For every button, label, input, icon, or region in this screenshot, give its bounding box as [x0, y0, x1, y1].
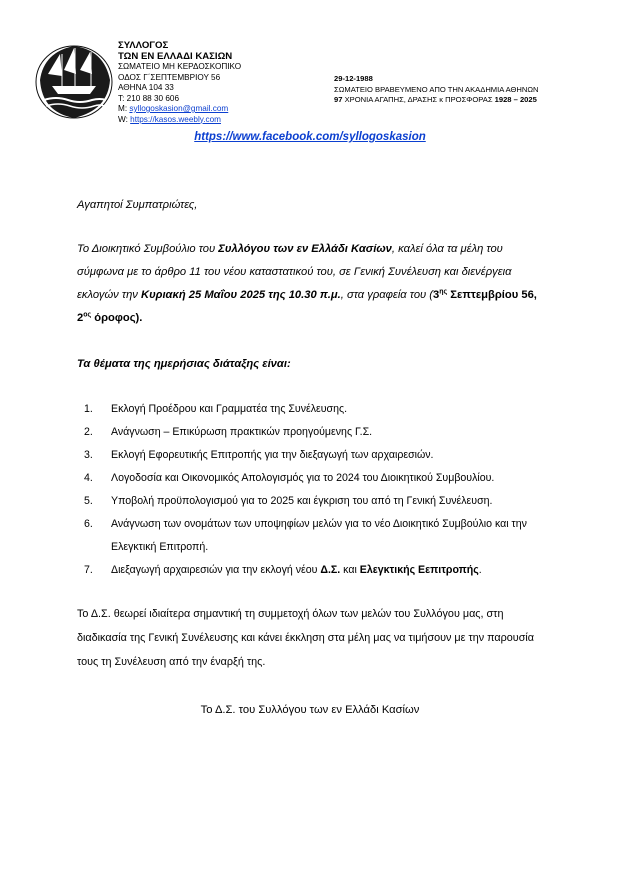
org-type: ΣΩΜΑΤΕΙΟ ΜΗ ΚΕΡΔΟΣΚΟΠΙΚΟ [118, 62, 242, 71]
agenda-text: Υποβολή προϋπολογισμού για το 2025 και έγκριση του από τη Γενική Συνέλευση. [111, 495, 493, 507]
mail-prefix: M: [118, 104, 130, 113]
agenda-num: 1. [84, 403, 93, 415]
p1-org-name: Συλλόγου των εν Ελλάδι Κασίων [218, 243, 392, 255]
web-link[interactable]: https://kasos.weebly.com [130, 114, 221, 124]
org-web-row [118, 115, 241, 126]
greeting: Αγαπητοί Συμπατριώτες, [77, 199, 198, 211]
agenda-item [77, 467, 557, 490]
ship-logo-icon [34, 40, 114, 120]
org-name-line2: ΤΩΝ ΕΝ ΕΛΛΑΔΙ ΚΑΣΙΩΝ [118, 51, 233, 62]
org-name-line1: ΣΥΛΛΟΓΟΣ [118, 40, 169, 51]
item7-e: . [478, 564, 482, 576]
agenda-item [77, 513, 557, 559]
years-range: 1928 – 2025 [494, 95, 537, 104]
item7-ds: Δ.Σ. [320, 564, 341, 576]
p1-part-e: , στα γραφεία του ( [340, 289, 434, 301]
agenda-item [77, 444, 557, 467]
p1-part-a: Το Διοικητικό Συμβούλιο του [77, 243, 219, 255]
agenda-num: 2. [84, 426, 93, 438]
agenda-item [77, 398, 557, 421]
agenda-num: 3. [84, 449, 93, 461]
years-line [334, 95, 539, 106]
facebook-line [0, 131, 620, 143]
founding-date: 29-12-1988 [334, 74, 373, 83]
mail-link[interactable]: syllogoskasion@gmail.com [129, 104, 229, 113]
agenda-item [77, 421, 557, 444]
agenda-text: Εκλογή Εφορευτικής Επιτροπής για την διεξαγωγή των αρχαιρεσιών. [111, 449, 434, 461]
years-num: 97 [334, 95, 343, 104]
signature-line: Το Δ.Σ. του Συλλόγου των εν Ελλάδι Κασίων [200, 704, 420, 716]
p1-address-a: 3 [433, 289, 440, 301]
years-text: ΧΡΟΝΙΑ ΑΓΑΠΗΣ, ΔΡΑΣΗΣ κ ΠΡΟΣΦΟΡΑΣ [342, 95, 495, 104]
agenda-num: 7. [84, 564, 93, 576]
agenda-text: Ανάγνωση των ονομάτων των υποψηφίων μελών για το νέο Διοικητικό Συμβούλιο και την Ελεγκτική Επιτροπή. [111, 518, 527, 553]
agenda-list [77, 398, 557, 582]
p1-address-c: όροφος). [91, 312, 143, 324]
agenda-item [77, 490, 557, 513]
org-mail-row [118, 104, 241, 115]
organization-info-right [334, 74, 539, 106]
org-city: ΑΘΗΝΑ 104 33 [118, 83, 174, 92]
p1-address-sup2: ος [83, 311, 92, 319]
item7-a: Διεξαγωγή αρχαιρεσιών για την εκλογή νέου [111, 564, 321, 576]
agenda-text: Ανάγνωση – Επικύρωση πρακτικών προηγούμενης Γ.Σ. [111, 426, 373, 438]
org-phone: Τ: 210 88 30 606 [118, 93, 180, 103]
agenda-title: Τα θέματα της ημερήσιας διάταξης είναι: [77, 358, 291, 370]
p1-part-c: , καλεί όλα τα μέλη του σύμφωνα με το άρθρο 11 του νέου καταστατικού του, σε Γενική Συνέλευση και διενέργεια εκλογών την [77, 243, 512, 301]
agenda-text: Εκλογή Προέδρου και Γραμματέα της Συνέλευσης. [111, 403, 348, 415]
item7-committee: Ελεγκτικής Εεπιτροπής [359, 564, 479, 576]
agenda-num: 5. [84, 495, 93, 507]
org-street: ΟΔΟΣ Γ΄ΣΕΠΤΕΜΒΡΙΟΥ 56 [118, 72, 221, 82]
facebook-link[interactable]: https://www.facebook.com/syllogoskasion [194, 131, 426, 143]
agenda-text: Λογοδοσία και Οικονομικός Απολογισμός για το 2024 του Διοικητικού Συμβουλίου. [111, 472, 495, 484]
organization-header [118, 40, 241, 125]
agenda-item [77, 559, 557, 582]
item7-c: και [340, 564, 360, 576]
agenda-num: 6. [84, 518, 93, 530]
agenda-num: 4. [84, 472, 93, 484]
award-line: ΣΩΜΑΤΕΙΟ ΒΡΑΒΕΥΜΕΝΟ ΑΠΟ ΤΗΝ ΑΚΑΔΗΜΙΑ ΑΘΗΝΩΝ [334, 84, 539, 94]
closing-paragraph: Το Δ.Σ. θεωρεί ιδιαίτερα σημαντική τη συμμετοχή όλων των μελών του Συλλόγου μας, στη διαδικασία της Γενική Συνέλευσης και κάνει έκκληση στα μέλη μας να τιμήσουν με την παρουσία τους τη Συνέλευση από την έναρξή της. [77, 608, 535, 668]
p1-date: Κυριακή 25 Μαΐου 2025 της 10.30 π.μ. [140, 289, 341, 301]
p1-address-sup1: ης [439, 288, 448, 296]
p1-address-b: Σεπτεμβρίου 56, 2 [77, 289, 537, 324]
web-prefix: W: [118, 114, 131, 124]
invitation-paragraph [77, 238, 551, 330]
